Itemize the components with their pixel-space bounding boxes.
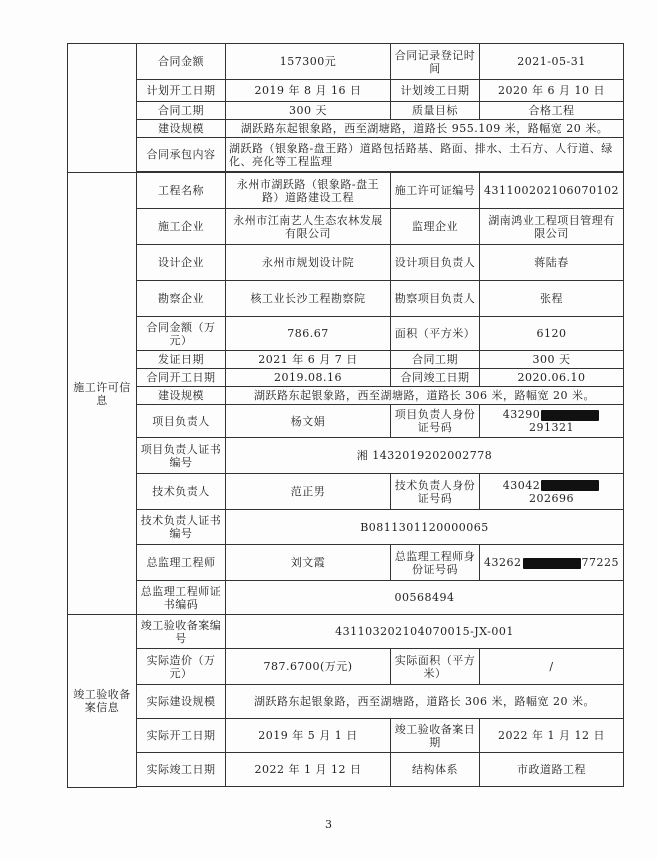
accept-date-value: 2022 年 1 月 12 日 — [480, 719, 624, 753]
plan-start-label: 计划开工日期 — [137, 80, 226, 102]
record-date-value: 2021-05-31 — [480, 44, 624, 80]
pm-id-prefix: 43290 — [502, 408, 541, 421]
design-value: 永州市规划设计院 — [226, 245, 391, 281]
design-lead-value: 蒋陆春 — [480, 245, 624, 281]
actual-area-label: 实际面积（平方米） — [391, 649, 480, 685]
record-no-label: 竣工验收备案编号 — [137, 615, 226, 649]
permit-section-label: 施工许可信息 — [68, 173, 137, 615]
permit-scale-label: 建设规模 — [137, 387, 226, 405]
contract-duration-label: 合同工期 — [137, 102, 226, 120]
permit-start-value: 2019.08.16 — [226, 369, 391, 387]
permit-no-value: 431100202106070102 — [480, 173, 624, 209]
design-label: 设计企业 — [137, 245, 226, 281]
permit-end-label: 合同竣工日期 — [391, 369, 480, 387]
plan-end-value: 2020 年 6 月 10 日 — [480, 80, 624, 102]
completion-section-label: 竣工验收备案信息 — [68, 615, 137, 788]
redaction-mask — [523, 558, 581, 569]
chief-cert-value: 00568494 — [226, 581, 624, 615]
accept-date-label: 竣工验收备案日期 — [391, 719, 480, 753]
pm-id-value — [480, 405, 624, 438]
survey-value: 核工业长沙工程勘察院 — [226, 281, 391, 317]
supervisor-label: 监理企业 — [391, 209, 480, 245]
record-no-value: 431103202104070015-JX-001 — [226, 615, 624, 649]
supervisor-value: 湖南鸿业工程项目管理有限公司 — [480, 209, 624, 245]
tech-id-value — [480, 474, 624, 510]
chief-id-suffix: 77225 — [581, 556, 619, 569]
redaction-mask — [541, 410, 599, 421]
page-number: 3 — [325, 818, 332, 831]
pm-cert-value: 湘 1432019202002778 — [226, 438, 624, 474]
permit-duration-value: 300 天 — [480, 351, 624, 369]
actual-area-value: / — [480, 649, 624, 685]
contract-duration-value: 300 天 — [226, 102, 391, 120]
record-date-label: 合同记录登记时间 — [391, 44, 480, 80]
actual-start-label: 实际开工日期 — [137, 719, 226, 753]
permit-scale-value: 湖跃路东起银象路，西至湖塘路，道路长 306 米，路幅宽 20 米。 — [226, 387, 624, 405]
permit-duration-label: 合同工期 — [391, 351, 480, 369]
permit-amount-value: 786.67 — [226, 317, 391, 351]
contract-scale-value: 湖跃路东起银象路，西至湖塘路，道路长 955.109 米，路幅宽 20 米。 — [226, 120, 624, 138]
contractor-label: 施工企业 — [137, 209, 226, 245]
structure-label: 结构体系 — [391, 753, 480, 787]
tech-cert-value: B0811301120000065 — [226, 510, 624, 545]
tech-id-suffix: 202696 — [529, 491, 574, 505]
chief-id-value — [480, 545, 624, 581]
contract-amount-value: 157300元 — [226, 44, 391, 80]
issue-date-value: 2021 年 6 月 7 日 — [226, 351, 391, 369]
project-name-label: 工程名称 — [137, 173, 226, 209]
contract-scale-label: 建设规模 — [137, 120, 226, 138]
permit-area-label: 面积（平方米） — [391, 317, 480, 351]
pm-label: 项目负责人 — [137, 405, 226, 438]
contract-amount-label: 合同金额 — [137, 44, 226, 80]
contract-content-label: 合同承包内容 — [137, 138, 226, 172]
quality-label: 质量目标 — [391, 102, 480, 120]
redaction-mask — [541, 480, 599, 491]
quality-value: 合格工程 — [480, 102, 624, 120]
permit-amount-label: 合同金额（万元） — [137, 317, 226, 351]
contract-section-cell — [68, 44, 137, 173]
chief-id-label: 总监理工程师身份证号码 — [391, 545, 480, 581]
plan-end-label: 计划竣工日期 — [391, 80, 480, 102]
chief-cert-label: 总监理工程师证书编码 — [137, 581, 226, 615]
structure-value: 市政道路工程 — [480, 753, 624, 787]
actual-cost-label: 实际造价（万元） — [137, 649, 226, 685]
info-table — [67, 43, 624, 788]
actual-end-value: 2022 年 1 月 12 日 — [226, 753, 391, 787]
tech-cert-label: 技术负责人证书编号 — [137, 510, 226, 545]
actual-cost-value: 787.6700(万元) — [226, 649, 391, 685]
tech-id-label: 技术负责人身份证号码 — [391, 474, 480, 510]
chief-label: 总监理工程师 — [137, 545, 226, 581]
actual-end-label: 实际竣工日期 — [137, 753, 226, 787]
pm-cert-label: 项目负责人证书编号 — [137, 438, 226, 474]
contractor-value: 永州市江南艺人生态农林发展有限公司 — [226, 209, 391, 245]
chief-id-prefix: 43262 — [484, 556, 522, 569]
contract-content-value: 湖跃路（银象路-盘王路）道路包括路基、路面、排水、土石方、人行道、绿化、亮化等工程监理 — [226, 138, 624, 172]
permit-start-label: 合同开工日期 — [137, 369, 226, 387]
actual-scale-label: 实际建设规模 — [137, 685, 226, 719]
tech-id-prefix: 43042 — [502, 478, 541, 492]
permit-area-value: 6120 — [480, 317, 624, 351]
pm-id-label: 项目负责人身份证号码 — [391, 405, 480, 438]
actual-scale-value: 湖跃路东起银象路，西至湖塘路，道路长 306 米，路幅宽 20 米。 — [226, 685, 624, 719]
survey-lead-label: 勘察项目负责人 — [391, 281, 480, 317]
pm-value: 杨文娟 — [226, 405, 391, 438]
tech-value: 范正男 — [226, 474, 391, 510]
permit-end-value: 2020.06.10 — [480, 369, 624, 387]
design-lead-label: 设计项目负责人 — [391, 245, 480, 281]
tech-label: 技术负责人 — [137, 474, 226, 510]
survey-lead-value: 张程 — [480, 281, 624, 317]
chief-value: 刘文霞 — [226, 545, 391, 581]
plan-start-value: 2019 年 8 月 16 日 — [226, 80, 391, 102]
actual-start-value: 2019 年 5 月 1 日 — [226, 719, 391, 753]
survey-label: 勘察企业 — [137, 281, 226, 317]
pm-id-suffix: 291321 — [529, 421, 574, 434]
project-name-value: 永州市湖跃路（银象路-盘王路）道路建设工程 — [226, 173, 391, 209]
issue-date-label: 发证日期 — [137, 351, 226, 369]
permit-no-label: 施工许可证编号 — [391, 173, 480, 209]
